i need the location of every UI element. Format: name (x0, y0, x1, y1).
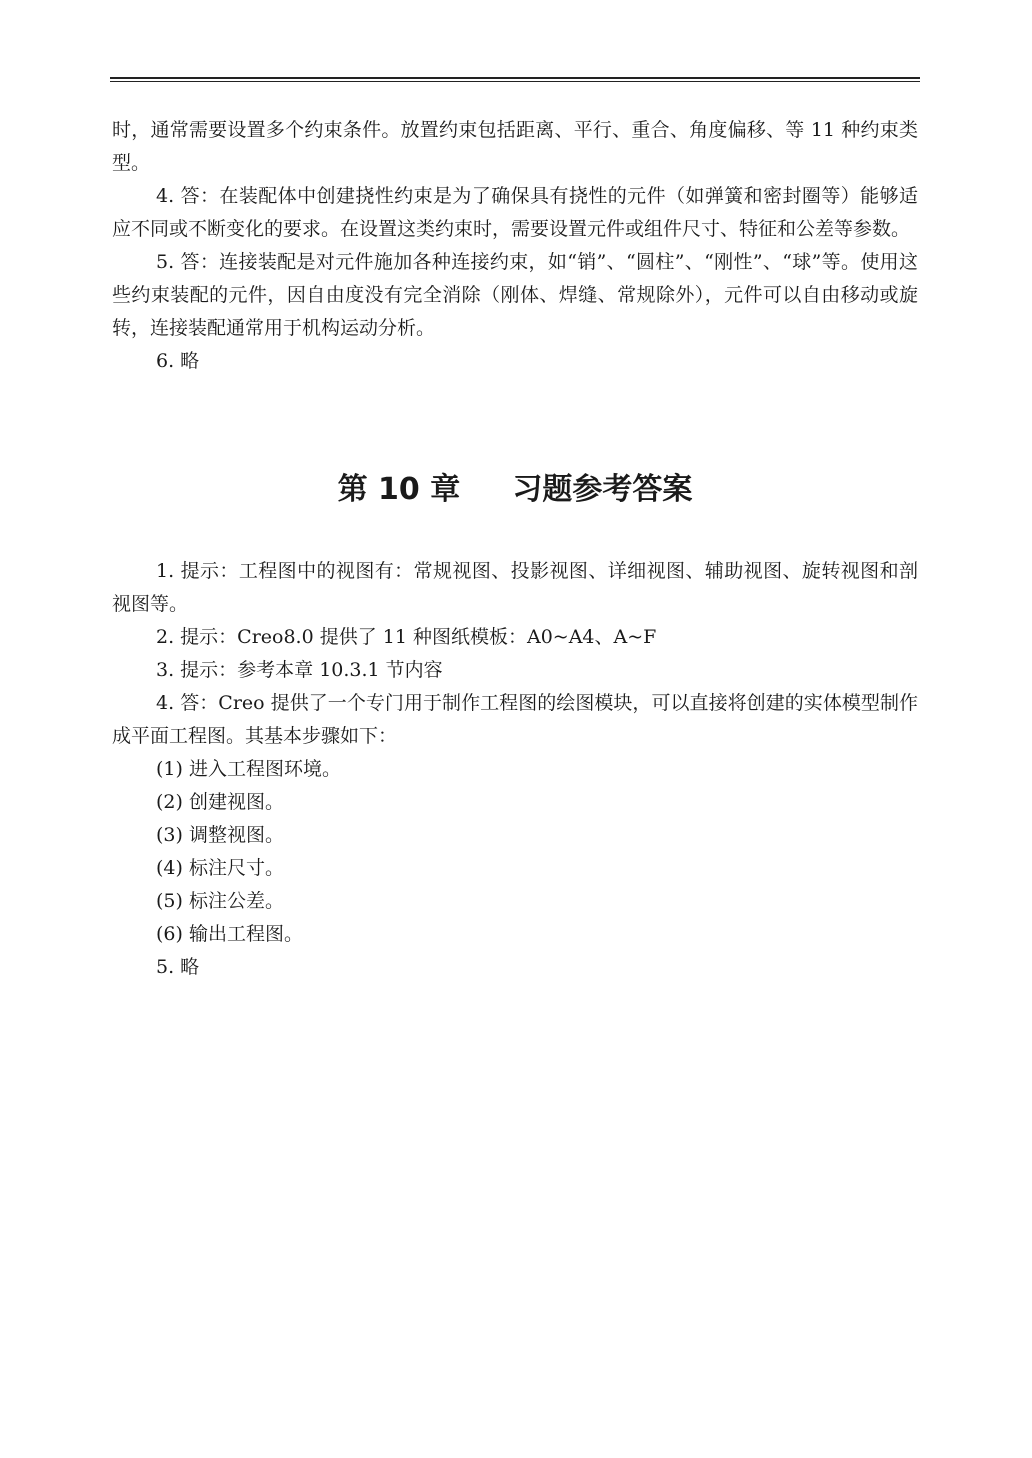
answer-5: 5. 答：连接装配是对元件施加各种连接约束，如“销”、“圆柱”、“刚性”、“球”等。使用这些约束装配的元件，因自由度没有完全消除（刚体、焊缝、常规除外），元件可以自由移动或旋转，连接装配通常用于机构运动分析。 (112, 251, 918, 339)
answer-2: 2. 提示：Creo8.0 提供了 11 种图纸模板：A0~A4、A~F (156, 626, 657, 648)
header-rule-thin (110, 81, 920, 82)
step-item: (6) 输出工程图。 (156, 923, 303, 945)
previous-chapter-answers (112, 114, 918, 378)
answer-5: 5. 略 (156, 956, 200, 978)
answer-4: 4. 答：在装配体中创建挠性约束是为了确保具有挠性的元件（如弹簧和密封圈等）能够适应不同或不断变化的要求。在设置这类约束时，需要设置元件或组件尺寸、特征和公差等参数。 (112, 185, 918, 240)
step-item: (3) 调整视图。 (156, 824, 284, 846)
answer-3: 3. 提示：参考本章 10.3.1 节内容 (156, 659, 443, 681)
step-item: (2) 创建视图。 (156, 791, 284, 813)
answer-6: 6. 略 (156, 350, 200, 372)
chapter-title: 第 10 章 习题参考答案 (337, 472, 693, 507)
step-item: (1) 进入工程图环境。 (156, 758, 341, 780)
header-rule-thick (110, 77, 920, 79)
answer-continuation: 时，通常需要设置多个约束条件。放置约束包括距离、平行、重合、角度偏移、等 11 种约束类型。 (112, 119, 918, 174)
answer-4: 4. 答：Creo 提供了一个专门用于制作工程图的绘图模块，可以直接将创建的实体模型制作成平面工程图。其基本步骤如下： (112, 692, 918, 747)
step-item: (4) 标注尺寸。 (156, 857, 284, 879)
chapter-10-answers (112, 555, 918, 984)
answer-1: 1. 提示：工程图中的视图有：常规视图、投影视图、详细视图、辅助视图、旋转视图和剖视图等。 (112, 560, 918, 615)
step-item: (5) 标注公差。 (156, 890, 284, 912)
